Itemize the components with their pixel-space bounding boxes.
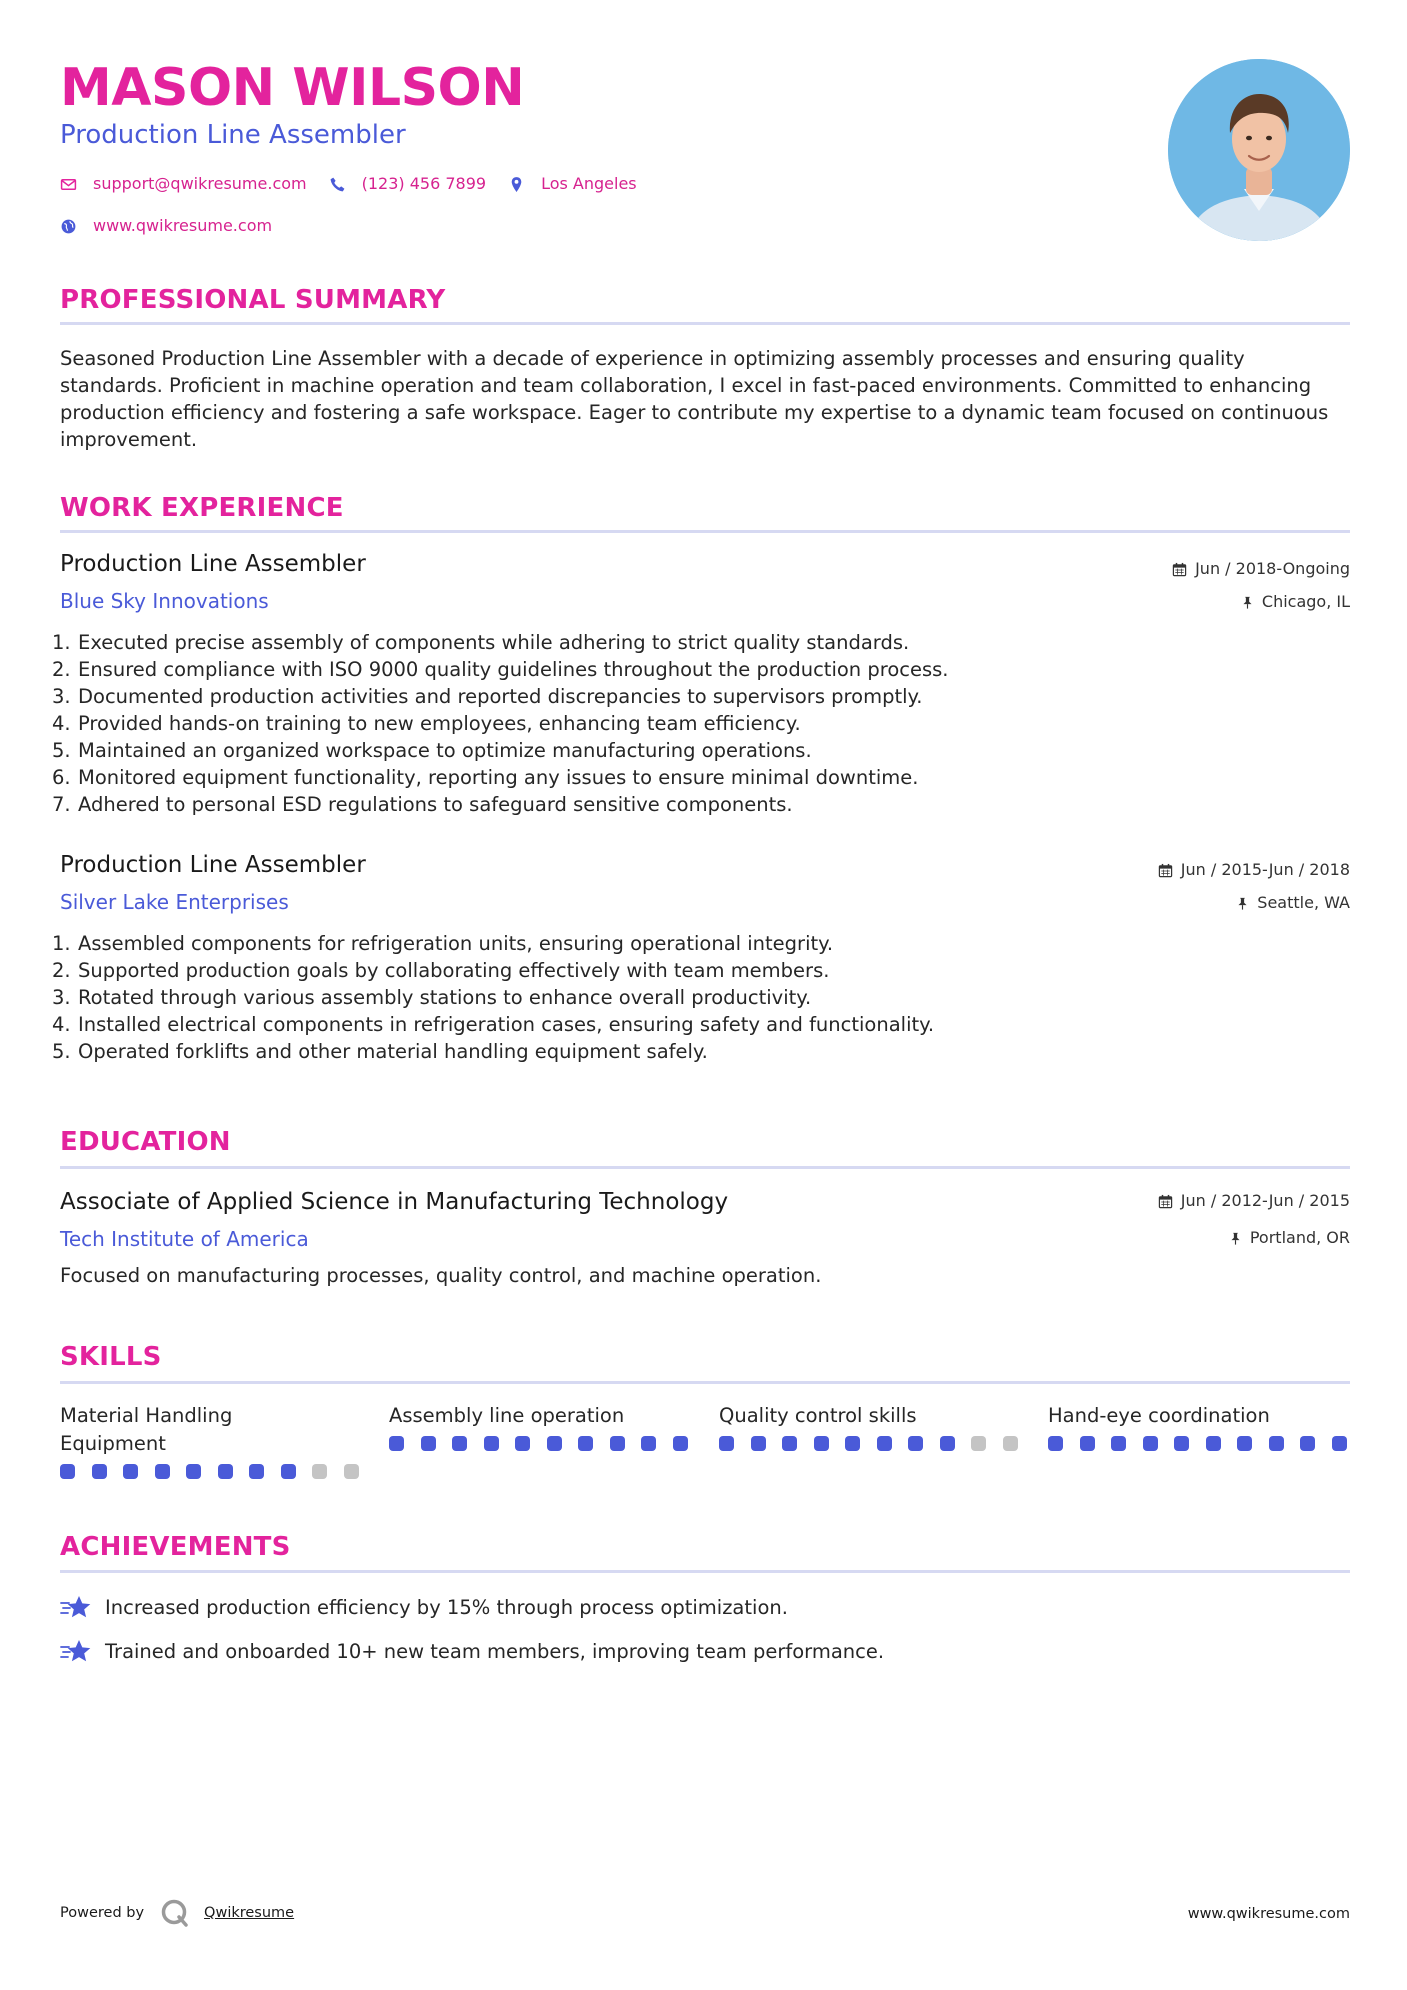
candidate-name: MASON WILSON — [60, 58, 525, 118]
skill-dot-filled — [515, 1436, 530, 1451]
job-location-text: Seattle, WA — [1257, 893, 1350, 912]
skill-dot-filled — [389, 1436, 404, 1451]
education-heading: EDUCATION — [60, 1127, 231, 1157]
skill-dot-empty — [971, 1436, 986, 1451]
calendar-icon — [1158, 1194, 1173, 1209]
job-title: Production Line Assembler — [60, 852, 366, 878]
section-divider — [60, 322, 1350, 325]
achievement-item — [60, 1638, 884, 1666]
pushpin-icon — [1241, 595, 1254, 610]
star-icon — [60, 1594, 92, 1622]
skill-dot-filled — [1080, 1436, 1095, 1451]
skill-dot-filled — [751, 1436, 766, 1451]
location-text: Los Angeles — [541, 174, 637, 193]
star-icon — [60, 1638, 92, 1666]
skill-rating — [389, 1436, 691, 1451]
job-dates — [1172, 558, 1350, 580]
skill-dot-filled — [1300, 1436, 1315, 1451]
phone-item[interactable] — [329, 173, 486, 195]
skill-dot-filled — [155, 1464, 170, 1479]
list-item: 3. Rotated through various assembly stations to enhance overall productivity. — [52, 986, 812, 1009]
skill-dot-filled — [673, 1436, 688, 1451]
footer-branding — [60, 1898, 294, 1928]
list-item: 4. Installed electrical components in refrigeration cases, ensuring safety and functionality. — [52, 1013, 935, 1036]
list-item: 1. Assembled components for refrigeration units, ensuring operational integrity. — [52, 932, 834, 955]
skill-dot-filled — [281, 1464, 296, 1479]
education-dates — [1158, 1190, 1350, 1212]
skill-name: Material Handling Equipment — [60, 1404, 233, 1455]
skill-item — [60, 1402, 362, 1479]
phone-text: (123) 456 7899 — [361, 174, 487, 193]
skill-dot-filled — [782, 1436, 797, 1451]
job-dates-text: Jun / 2018-Ongoing — [1195, 559, 1350, 578]
skill-dot-filled — [186, 1464, 201, 1479]
job-dates-text: Jun / 2015-Jun / 2018 — [1180, 860, 1350, 879]
skill-dot-empty — [344, 1464, 359, 1479]
skill-item — [1048, 1402, 1350, 1451]
skill-rating — [1048, 1436, 1350, 1451]
skill-dot-empty — [1003, 1436, 1018, 1451]
skill-dot-filled — [1111, 1436, 1126, 1451]
profile-photo-illustration — [1168, 59, 1350, 241]
website-row — [60, 215, 294, 237]
list-item: 5. Operated forklifts and other material handling equipment safely. — [52, 1040, 708, 1063]
skill-dot-filled — [1206, 1436, 1221, 1451]
skill-dot-filled — [1332, 1436, 1347, 1451]
list-item: 2. Supported production goals by collaborating effectively with team members. — [52, 959, 830, 982]
education-location-text: Portland, OR — [1249, 1228, 1350, 1247]
job-company: Blue Sky Innovations — [60, 589, 269, 613]
email-text: support@qwikresume.com — [93, 174, 307, 193]
skill-dot-filled — [908, 1436, 923, 1451]
mail-icon — [60, 176, 77, 193]
section-divider — [60, 1381, 1350, 1384]
footer-website-link[interactable]: www.qwikresume.com — [1187, 1906, 1350, 1922]
achievements-heading: ACHIEVEMENTS — [60, 1532, 291, 1562]
skill-dot-filled — [719, 1436, 734, 1451]
skills-heading: SKILLS — [60, 1342, 162, 1372]
list-item: 1. Executed precise assembly of components while adhering to strict quality standards. — [52, 631, 910, 654]
skill-dot-filled — [1269, 1436, 1284, 1451]
skill-dot-empty — [312, 1464, 327, 1479]
website-text: www.qwikresume.com — [93, 216, 273, 235]
skill-dot-filled — [814, 1436, 829, 1451]
skill-rating — [60, 1464, 362, 1479]
skill-dot-filled — [877, 1436, 892, 1451]
contact-row — [60, 173, 659, 195]
job-responsibilities — [52, 629, 1342, 818]
list-item: 5. Maintained an organized workspace to optimize manufacturing operations. — [52, 739, 812, 762]
website-item[interactable] — [60, 215, 272, 237]
skill-rating — [719, 1436, 1021, 1451]
list-item: 4. Provided hands-on training to new employees, enhancing team efficiency. — [52, 712, 801, 735]
achievement-item — [60, 1594, 788, 1622]
skill-dot-filled — [1237, 1436, 1252, 1451]
skill-dot-filled — [60, 1464, 75, 1479]
profile-photo — [1168, 59, 1350, 241]
job-company: Silver Lake Enterprises — [60, 890, 289, 914]
achievement-text: Trained and onboarded 10+ new team members, improving team performance. — [105, 1640, 885, 1663]
email-item[interactable] — [60, 173, 307, 195]
school-name: Tech Institute of America — [60, 1227, 309, 1251]
skill-dot-filled — [610, 1436, 625, 1451]
section-divider — [60, 1570, 1350, 1573]
job-dates — [1158, 859, 1350, 881]
experience-heading: WORK EXPERIENCE — [60, 493, 344, 523]
skill-dot-filled — [92, 1464, 107, 1479]
phone-icon — [329, 176, 346, 193]
education-location — [1229, 1227, 1350, 1249]
pushpin-icon — [1229, 1231, 1242, 1246]
skill-dot-filled — [421, 1436, 436, 1451]
job-location — [1241, 591, 1350, 613]
section-divider — [60, 530, 1350, 533]
location-pin-icon — [508, 176, 525, 193]
brand-link[interactable]: Qwikresume — [204, 1905, 295, 1921]
job-title: Production Line Assembler — [60, 551, 366, 577]
degree-title: Associate of Applied Science in Manufacturing Technology — [60, 1189, 729, 1215]
skill-dot-filled — [547, 1436, 562, 1451]
skill-name: Assembly line operation — [389, 1404, 625, 1427]
skill-item — [389, 1402, 691, 1451]
location-item — [508, 173, 637, 195]
job-location — [1236, 892, 1350, 914]
skill-dot-filled — [123, 1464, 138, 1479]
summary-text: Seasoned Production Line Assembler with a decade of experience in optimizing assembly processes and ensuring quality standards. Proficient in machine operation and team collaboration, I excel in fast-paced environments. Committed to enhancing production efficiency and fostering a safe workspace. Eager to contribute my expertise to a dynamic team focused on continuous improvement. — [60, 347, 1329, 451]
skill-dot-filled — [578, 1436, 593, 1451]
calendar-icon — [1158, 863, 1173, 878]
education-description: Focused on manufacturing processes, quality control, and machine operation. — [60, 1264, 822, 1287]
list-item: 7. Adhered to personal ESD regulations to safeguard sensitive components. — [52, 793, 793, 816]
skill-dot-filled — [641, 1436, 656, 1451]
pushpin-icon — [1236, 896, 1249, 911]
section-divider — [60, 1166, 1350, 1169]
skill-name: Quality control skills — [719, 1404, 917, 1427]
calendar-icon — [1172, 562, 1187, 577]
skill-item — [719, 1402, 1021, 1451]
candidate-role: Production Line Assembler — [60, 120, 406, 150]
job-location-text: Chicago, IL — [1261, 592, 1350, 611]
skill-dot-filled — [452, 1436, 467, 1451]
summary-heading: PROFESSIONAL SUMMARY — [60, 285, 446, 315]
achievement-text: Increased production efficiency by 15% through process optimization. — [105, 1596, 788, 1619]
skill-dot-filled — [845, 1436, 860, 1451]
powered-by-text: Powered by — [60, 1905, 145, 1921]
list-item: 6. Monitored equipment functionality, reporting any issues to ensure minimal downtime. — [52, 766, 919, 789]
list-item: 2. Ensured compliance with ISO 9000 quality guidelines throughout the production process. — [52, 658, 949, 681]
skill-dot-filled — [1048, 1436, 1063, 1451]
job-responsibilities — [52, 930, 1342, 1065]
education-dates-text: Jun / 2012-Jun / 2015 — [1180, 1191, 1350, 1210]
qwikresume-logo-icon — [160, 1898, 190, 1928]
skill-dot-filled — [1143, 1436, 1158, 1451]
skill-dot-filled — [940, 1436, 955, 1451]
skill-name: Hand-eye coordination — [1048, 1404, 1270, 1427]
skill-dot-filled — [218, 1464, 233, 1479]
globe-icon — [60, 218, 77, 235]
list-item: 3. Documented production activities and reported discrepancies to supervisors promptly. — [52, 685, 923, 708]
skill-dot-filled — [484, 1436, 499, 1451]
skill-dot-filled — [1174, 1436, 1189, 1451]
skill-dot-filled — [249, 1464, 264, 1479]
